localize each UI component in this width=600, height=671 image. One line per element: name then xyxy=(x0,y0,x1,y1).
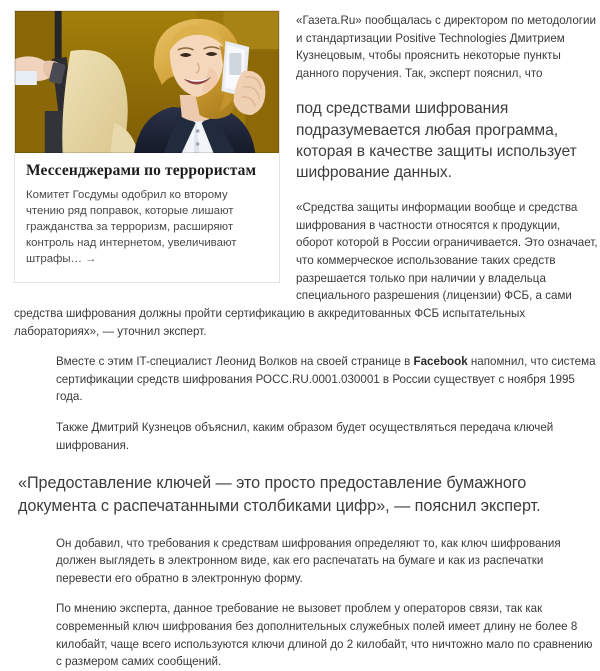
teaser-summary xyxy=(26,187,268,268)
paragraph-fsb-licensing: «Средства защиты информации вообще и средства шифрования в частности относятся к продукции, оборот которой в России ограничивается. Это означает, что коммерческое использование таких средств разрешается только при наличии у владельца специального разрешения (лицензии) ФСБ, а сами средства шифрования должны пройти сертификацию в аккредитованных ФСБ испытательных лабораториях», — уточнил эксперт. xyxy=(14,201,598,338)
indented-text-block-2 xyxy=(56,535,598,671)
pullquote-keys-paper: «Предоставление ключей — это просто предоставление бумажного документа с распечатанными столбиками цифр», — пояснил эксперт. xyxy=(18,474,541,515)
paragraph-volkov-part2: напомнил, что система сертификации средств шифрования РОСС.RU.0001.030001 в России существует с ноября 1995 года. xyxy=(56,355,596,404)
teaser-card-body xyxy=(15,153,279,282)
facebook-link[interactable]: Facebook xyxy=(413,355,468,369)
paragraph-keys-intro: Также Дмитрий Кузнецов объяснил, каким образом будет осуществляться передача ключей шифрования. xyxy=(56,420,554,452)
paragraph-volkov-part1: Вместе с этим IT-специалист Леонид Волков на своей странице в xyxy=(56,355,414,369)
teaser-summary-text: Комитет Госдумы одобрил ко второму чтению ряд поправок, которые лишают гражданства за терроризм, расширяют контроль над интернетом, увеличивают штрафы… xyxy=(26,188,237,266)
read-more-arrow-icon[interactable]: → xyxy=(85,253,97,266)
teaser-card[interactable] xyxy=(14,10,280,283)
indented-text-block xyxy=(56,353,598,454)
pullquote-encryption-means: под средствами шифрования подразумевается любая программа, которая в качестве защиты использует шифрование данных. xyxy=(296,100,577,182)
paragraph-printout: Он добавил, что требования к средствам шифрования определяют то, как ключ шифрования должен выглядеть в электронном виде, как его распечатать на бумаге и как из распечатки перевести его обратно в электронную форму. xyxy=(56,536,561,585)
teaser-title[interactable]: Мессенджерами по террористам xyxy=(26,162,257,179)
paragraph-volkov xyxy=(56,353,598,406)
paragraph-intro: «Газета.Ru» пообщалась с директором по методологии и стандартизации Positive Technologies Дмитрием Кузнецовым, чтобы прояснить некоторые пункты данного поручения. Так, эксперт пояснил, что xyxy=(296,14,596,80)
paragraph-key-size: По мнению эксперта, данное требование не вызовет проблем у операторов связи, так как современный ключ шифрования без дополнительных служебных полей имеет длину не более 8 килобайт, чаще всего используются ключи длиной до 2 килобайт, что ничтожно мало по сравнению с размером самих сообщений. xyxy=(56,602,593,669)
parliament-phone-photo-illustration xyxy=(15,11,279,153)
teaser-photo[interactable] xyxy=(15,11,279,153)
